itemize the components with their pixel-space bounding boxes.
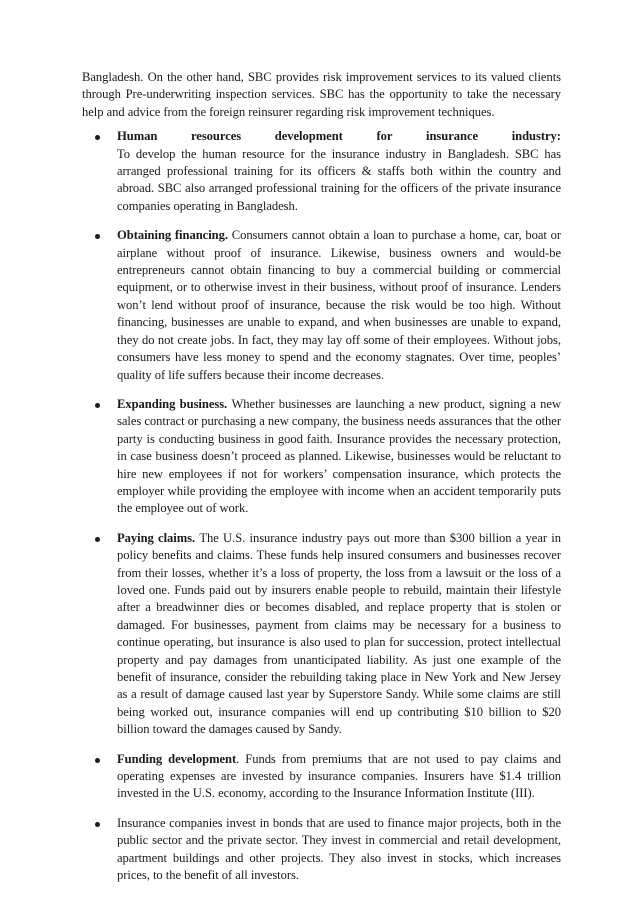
item-title: Expanding business. [117, 396, 232, 411]
item-body: The U.S. insurance industry pays out more than $300 billion a year in policy benefits and claims. These funds help insured consumers and businesses recover from their losses, whether it’s a loss of property, the loss from a lawsuit or the loss of a loved one. Funds paid out by insurers enable people to rebuild, maintain their lifestyle after a breadwinner dies or becomes disabled, and replace property that is stolen or damaged. For businesses, payment from claims may be necessary for a business to continue operating, but insurance is also used to plan for succession, protect intellectual property and pay damages from unanticipated liability. As just one example of the benefit of insurance, consider the rebuilding taking place in New York and New Jersey as a result of damage caused last year by Superstore Sandy. While some claims are still being worked out, insurance companies will end up contributing $10 billion to $20 billion toward the damages caused by Sandy. [117, 530, 561, 737]
list-item-paying-claims [82, 530, 561, 739]
item-body: . Funds from premiums that are not used to pay claims and operating expenses are invested by insurance companies. Insurers have $1.4 trillion invested in the U.S. economy, according to the Insurance Information Institute (III). [117, 751, 561, 801]
heading-word: industry: [511, 129, 561, 144]
list-item-insurance-investments [82, 815, 561, 885]
item-body: Insurance companies invest in bonds that are used to finance major projects, both in the public sector and the private sector. They invest in commercial and retail development, apartment buildings and other projects. They also invest in stocks, which increases prices, to the benefit of all investors. [117, 815, 561, 883]
document-page [82, 69, 561, 896]
item-title: Obtaining financing. [117, 228, 232, 243]
item-body: Consumers cannot obtain a loan to purchase a home, car, boat or airplane without proof of insurance. Likewise, business owners and would-be entrepreneurs cannot obtain financing to buy a commercial building or commercial equipment, or to otherwise invest in their business, without proof of insurance. Lenders won’t lend without proof of insurance, because the risk would be too high. Without financing, businesses are unable to expand, and when businesses are unable to expand, they do not create jobs. In fact, they may lay off some of their employees. Without jobs, consumers have less money to spend and the economy stagnates. Over time, peoples’ quality of life suffers because their income decreases. [117, 228, 561, 382]
heading-word: Human [117, 129, 158, 144]
bullet-icon [95, 537, 100, 542]
heading-word: resources [190, 129, 242, 144]
bullet-icon [95, 822, 100, 827]
bullet-list [82, 128, 561, 884]
list-item-obtaining-financing [82, 227, 561, 384]
list-item-human-resources [82, 128, 561, 215]
item-body: Whether businesses are launching a new product, signing a new sales contract or purchasing a new company, the business needs assurances that the other party is conducting business in good faith. Insurance provides the necessary protection, in case business doesn’t proceed as planned. Likewise, businesses would be reluctant to hire new employees if not for workers’ compensation insurance, which protects the employer while providing the employee with income when an accident temporarily puts the employee out of work. [117, 396, 561, 516]
item-title: Paying claims. [117, 530, 200, 545]
bullet-icon [95, 758, 100, 763]
item-heading [117, 128, 561, 145]
item-title: Funding development [117, 751, 237, 766]
item-body: To develop the human resource for the insurance industry in Bangladesh. SBC has arranged professional training for its officers & staffs both within the country and abroad. SBC also arranged professional training for the officers of the private insurance companies operating in Bangladesh. [117, 146, 561, 213]
bullet-icon [95, 403, 100, 408]
bullet-icon [95, 234, 100, 239]
list-item-funding-development [82, 751, 561, 803]
intro-paragraph: Bangladesh. On the other hand, SBC provides risk improvement services to its valued clients through Pre-underwriting inspection services. SBC has the opportunity to take the necessary help and advice from the foreign reinsurer regarding risk improvement techniques. [82, 70, 561, 119]
heading-word: development [274, 129, 343, 144]
list-item-expanding-business [82, 396, 561, 518]
bullet-icon [95, 135, 100, 140]
heading-word: insurance [426, 129, 479, 144]
heading-word: for [376, 129, 393, 144]
